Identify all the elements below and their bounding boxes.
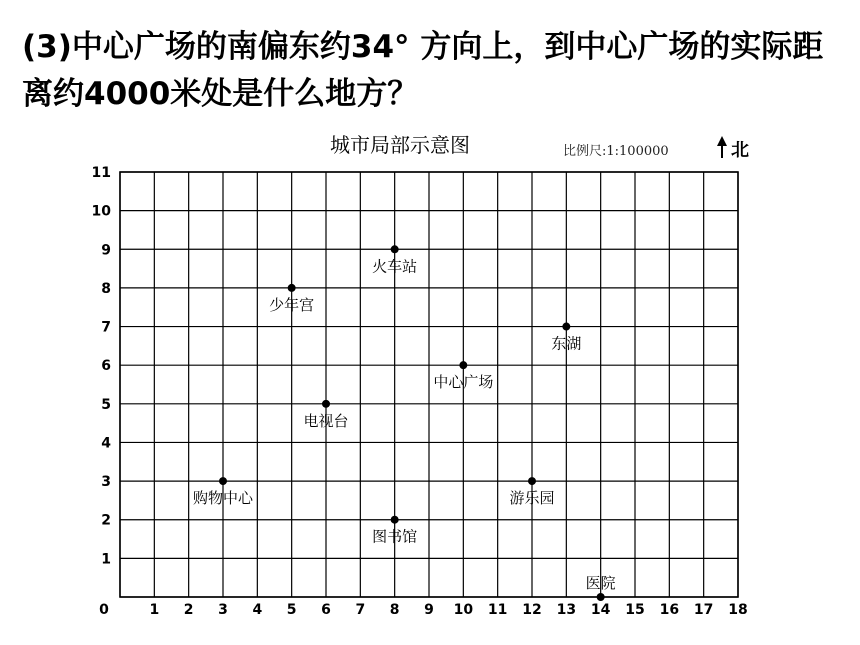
y-tick-label: 10 (91, 203, 111, 220)
x-tick-label: 8 (389, 602, 400, 618)
x-tick-label: 3 (218, 602, 228, 618)
y-tick-label: 6 (101, 358, 111, 375)
place-label: 东湖 (551, 334, 582, 353)
y-tick-label: 7 (101, 319, 111, 336)
x-tick-label: 7 (355, 602, 366, 618)
x-tick-label: 13 (556, 602, 577, 618)
place-label: 购物中心 (192, 489, 254, 508)
place-dot (597, 593, 605, 601)
place-dot (219, 477, 227, 485)
y-tick-label: 11 (91, 165, 111, 181)
place-label: 图书馆 (372, 527, 418, 546)
place-dot (562, 323, 570, 331)
place-markers (193, 245, 616, 601)
y-tick-label: 9 (101, 242, 111, 259)
x-tick-label: 11 (487, 602, 508, 618)
x-tick-label: 2 (183, 602, 194, 618)
y-tick-label: 8 (101, 280, 111, 297)
axis-ticks (92, 165, 748, 618)
map-title: 城市局部示意图 (330, 133, 470, 157)
x-tick-label: 9 (424, 602, 434, 618)
x-tick-label: 5 (286, 602, 297, 618)
place-label: 电视台 (303, 411, 349, 430)
x-tick-label: 16 (659, 602, 680, 618)
x-tick-label: 17 (693, 602, 714, 618)
place-label: 火车站 (372, 257, 418, 276)
north-arrow-icon (717, 136, 727, 158)
y-tick-label: 1 (101, 551, 111, 568)
x-tick-label: 1 (149, 602, 160, 618)
x-tick-label: 15 (625, 602, 645, 618)
place-dot (528, 477, 536, 485)
question-text: (3)中心广场的南偏东约34° 方向上，到中心广场的实际距离约4000米处是什么地方？ (22, 29, 824, 112)
place-dot (322, 400, 330, 408)
place-label: 医院 (585, 574, 616, 592)
place-label: 少年宫 (269, 295, 315, 314)
place-dot (459, 361, 467, 369)
x-tick-label: 0 (99, 602, 109, 618)
x-tick-label: 14 (590, 602, 611, 618)
x-tick-label: 10 (453, 602, 474, 618)
x-tick-label: 6 (321, 602, 331, 618)
north-label: 北 (731, 140, 749, 161)
scale-label: 比例尺:1:100000 (563, 144, 669, 159)
place-dot (391, 245, 399, 253)
map-grid (120, 172, 738, 597)
y-tick-label: 3 (101, 474, 111, 491)
y-tick-label: 2 (101, 512, 111, 529)
y-tick-label: 5 (101, 396, 111, 413)
x-tick-label: 18 (728, 602, 748, 618)
place-label: 中心广场 (433, 373, 494, 392)
y-tick-label: 4 (101, 435, 111, 452)
place-label: 游乐园 (509, 489, 555, 508)
place-dot (391, 516, 399, 524)
place-dot (288, 284, 296, 292)
x-tick-label: 4 (252, 602, 263, 618)
x-tick-label: 12 (522, 602, 542, 618)
